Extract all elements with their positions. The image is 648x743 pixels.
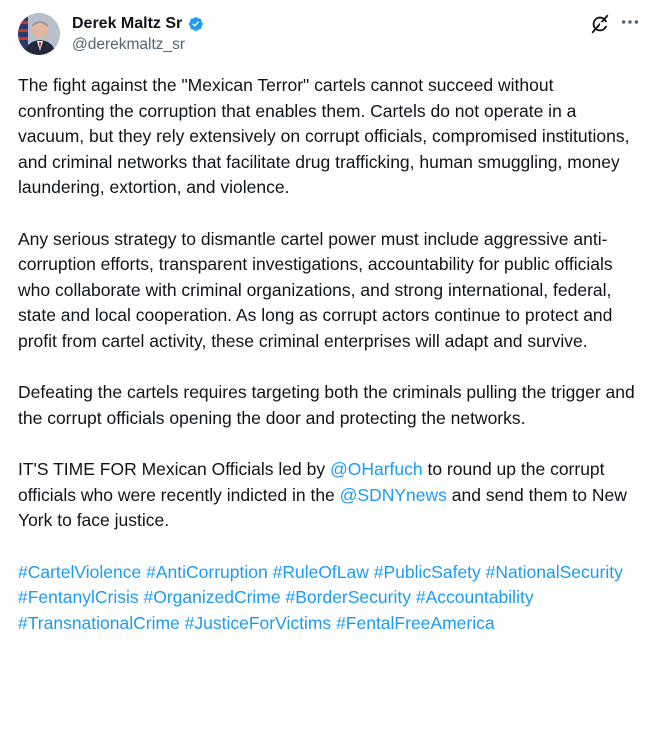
author-handle[interactable]: @derekmaltz_sr — [72, 36, 186, 53]
hashtag-ruleoflaw[interactable]: #RuleOfLaw — [272, 561, 369, 582]
hashtag-transnationalcrime[interactable]: #TransnationalCrime — [18, 612, 180, 633]
hashtag-cartelviolence[interactable]: #CartelViolence — [18, 561, 142, 582]
hashtag-bordersecurity[interactable]: #BorderSecurity — [285, 587, 411, 607]
hashtag-list — [18, 560, 644, 637]
paragraph-4-text-c: and send them to New York to face justice. — [18, 484, 627, 530]
hashtag-accountability[interactable]: #Accountability — [415, 587, 534, 607]
avatar-photo-icon — [18, 13, 60, 55]
tweet-paragraph-1: The fight against the "Mexican Terror" cartels cannot succeed without confronting the corruption that enables them. Cartels do not operate in a vacuum, but they rely extensively on corrupt officials, compromised institutions, and criminal networks that facilitate drug trafficking, human smuggling, money laundering, extortion, and violence. — [18, 75, 630, 197]
grok-icon[interactable] — [589, 13, 611, 35]
paragraph-4-text-a: IT'S TIME FOR Mexican Officials led by — [18, 459, 330, 479]
author-name-row[interactable] — [72, 13, 204, 35]
tweet-paragraph-3: Defeating the cartels requires targeting both the criminals pulling the trigger and the corrupt officials opening the door and protecting the networks. — [18, 382, 635, 428]
more-icon[interactable] — [619, 11, 641, 33]
author-name[interactable]: Derek Maltz Sr — [72, 15, 183, 32]
paragraph-4-text-b: to round up the corrupt officials who were recently indicted in the — [18, 459, 605, 505]
hashtag-fentalfreeamerica[interactable]: #FentalFreeAmerica — [336, 612, 495, 633]
avatar[interactable] — [18, 13, 60, 55]
mention-sdnynews[interactable]: @SDNYnews — [339, 484, 447, 505]
hashtag-anticorruption[interactable]: #AntiCorruption — [146, 561, 268, 582]
tweet-text — [18, 73, 644, 636]
hashtag-organizedcrime[interactable]: #OrganizedCrime — [143, 587, 281, 607]
hashtag-fentanylcrisis[interactable]: #FentanylCrisis — [18, 587, 139, 607]
tweet-paragraph-4 — [18, 457, 644, 534]
verified-badge-icon — [186, 15, 204, 33]
mention-oharfuch[interactable]: @OHarfuch — [329, 459, 423, 479]
hashtag-publicsafety[interactable]: #PublicSafety — [373, 561, 481, 582]
hashtag-justiceforvictims[interactable]: #JusticeForVictims — [184, 612, 332, 633]
hashtag-nationalsecurity[interactable]: #NationalSecurity — [485, 561, 623, 582]
tweet-paragraph-2: Any serious strategy to dismantle cartel power must include aggressive anti-corruption efforts, transparent investigations, accountability for public officials who collaborate with criminal organizations, and strong international, federal, state and local cooperation. As long as corrupt actors continue to protect and profit from cartel activity, these criminal enterprises will adapt and survive. — [18, 228, 613, 351]
